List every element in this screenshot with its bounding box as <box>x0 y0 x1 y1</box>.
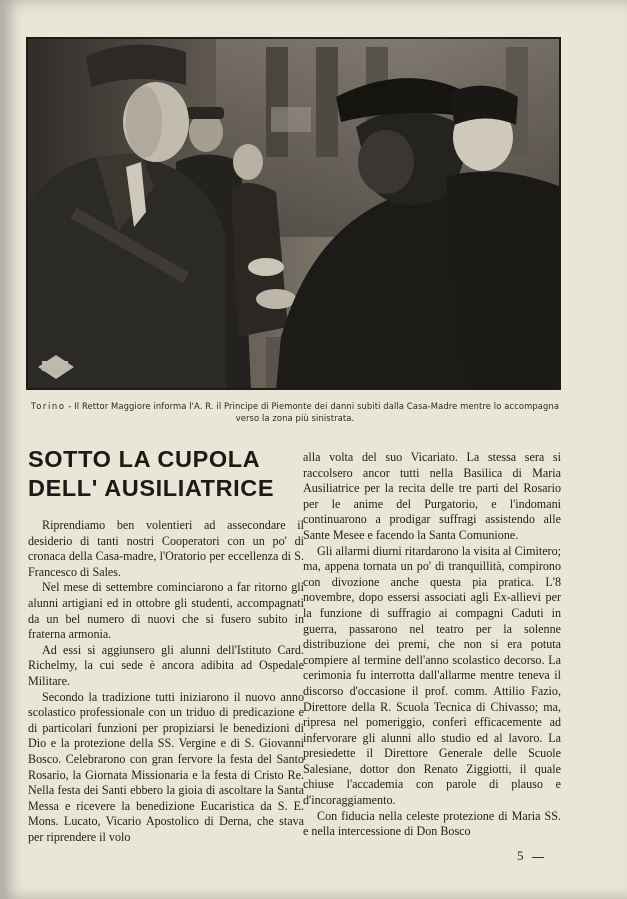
caption-text: - Il Rettor Maggiore informa l'A. R. il Principe di Piemonte dei danni subiti dalla Casa-Madre mentre lo accompagna verso la zona più sinistrata. <box>65 401 560 423</box>
title-line-1: SOTTO LA CUPOLA <box>28 446 261 472</box>
paragraph-2: Nel mese di settembre cominciarono a far ritorno gli alunni artigiani ed in ottobre gli studenti, accompagnati da un bel numero di nuovi che si fusero subito in fraterna armonia. <box>28 580 304 642</box>
page-number: 5 <box>517 848 524 863</box>
title-line-2: DELL' AUSILIATRICE <box>28 475 275 501</box>
paragraph-4: Secondo la tradizione tutti iniziarono il nuovo anno scolastico professionale con un triduo di predicazione e di particolari funzioni per propiziarsi le benedizioni di Dio e la protezione della SS. Vergine e di S. Giovanni Bosco. Celebrarono con gran fervore la festa del Santo Rosario, la Giornata Missionaria e la festa di Cristo Re. Nella festa dei Santi ebbero la gioia di ascoltare la Santa Messa e ricevere la benedizione Eucaristica da S. E. Mons. Lucato, Vicario Apostolico di Derna, che stava per riprendere il volo <box>28 689 304 844</box>
article-title <box>28 445 300 503</box>
paragraph-5: alla volta del suo Vicariato. La stessa sera si raccolsero ancor tutti nella Basilica di Maria Ausiliatrice per la recita delle tre parti del Rosario per le anime del Purgatorio, e l'indomani continuarono a prodigar suffragi assistendo alle Sante Mesee e facendo la Santa Comunione. <box>303 450 561 542</box>
paragraph-1: Riprendiamo ben volentieri ad assecondare il desiderio di tanti nostri Cooperatori con un po' di cronaca della Casa-madre, l'Oratorio per eccellenza di S. Francesco di Sales. <box>28 518 304 579</box>
page-number-dash <box>532 857 544 858</box>
news-photograph <box>26 37 561 390</box>
right-column <box>303 450 561 840</box>
photo-caption <box>30 400 560 424</box>
paragraph-6: Gli allarmi diurni ritardarono la visita al Cimitero; ma, appena tornata un po' di tranquillità, compirono con divozione anche questa pia pratica. L'8 novembre, dopo essersi associati agli Ex-allievi per la funzione di suffragio ai compagni Caduti in guerra, passarono nel teatro per la solenne distribuzione dei premi, che non si era potuta compiere al termine dell'anno scolastico decorso. La cerimonia fu interrotta dall'allarme mentre teneva il discorso d'occasione il prof. comm. Attilio Fazio, Direttore della R. Scuola Tecnica di Chivasso; ma, ripresa nel pomeriggio, conferì efficacemente ad infervorare gli alunni allo studio ed al lavoro. La presiedette il Direttore Generale delle Scuole Salesiane, dottor don Renato Ziggiotti, il quale chiuse l'accademia con parole di plauso e d'incoraggiamento. <box>303 543 561 808</box>
photo-illustration <box>26 37 561 390</box>
left-column <box>28 518 304 845</box>
caption-city: Torino <box>30 401 66 411</box>
paragraph-7: Con fiducia nella celeste protezione di Maria SS. e nella intercessione di Don Bosco <box>303 808 561 839</box>
paragraph-3: Ad essi si aggiunsero gli alunni dell'Istituto Card. Richelmy, la cui sede è ancora adibita ad Ospedale Militare. <box>28 642 304 688</box>
